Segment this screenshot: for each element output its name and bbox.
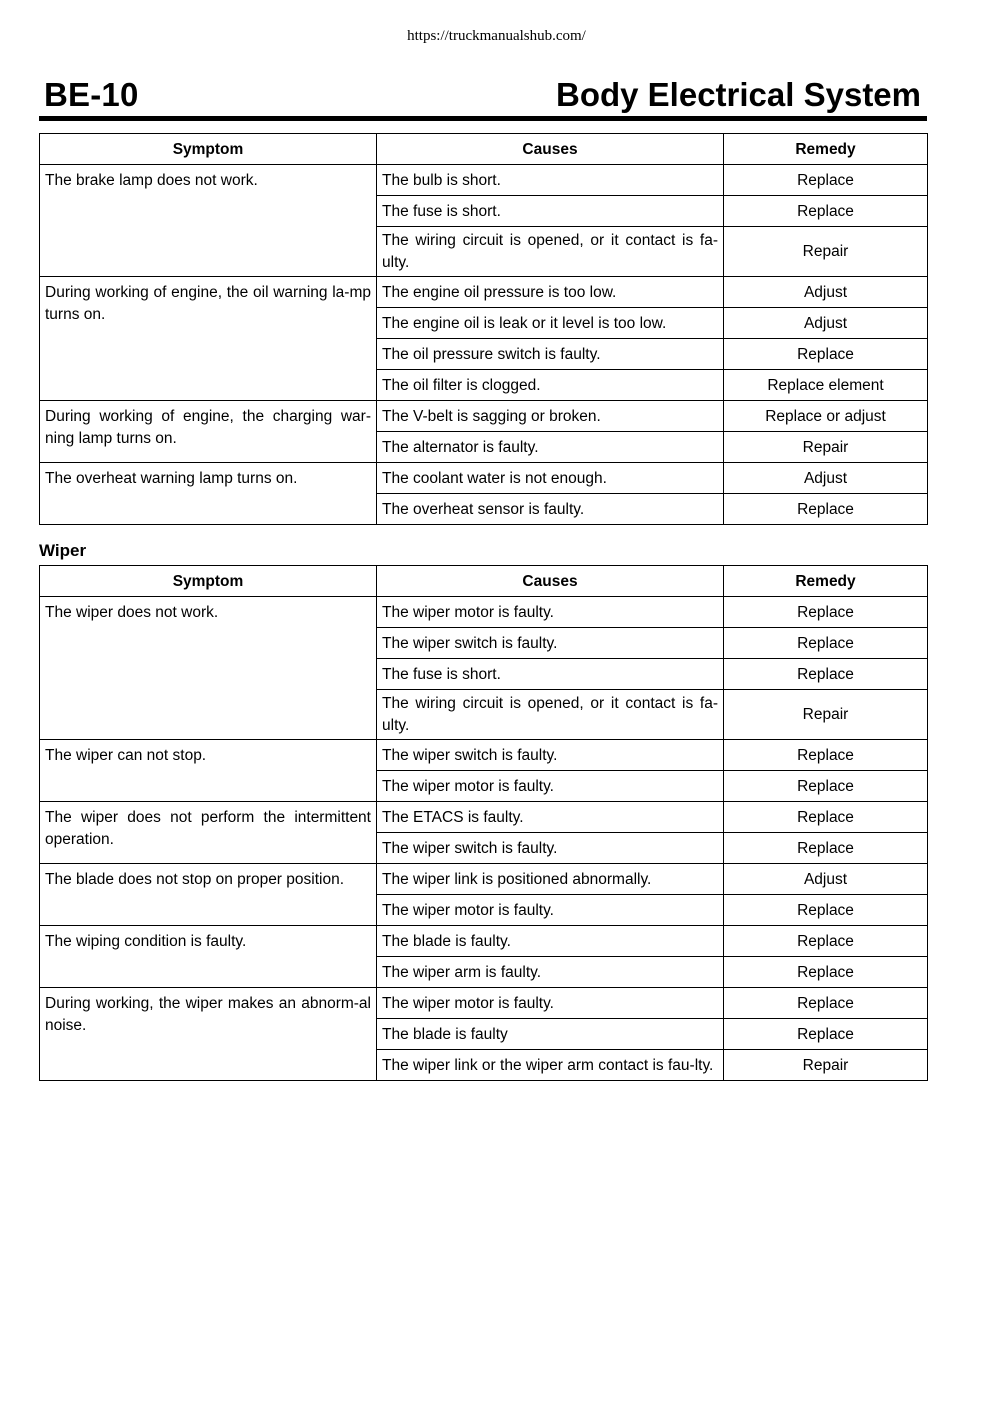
cause-cell: The wiper link or the wiper arm contact is fau-lty. (377, 1050, 724, 1081)
table-row (40, 401, 928, 432)
remedy-cell: Replace element (724, 370, 928, 401)
column-header-symptom: Symptom (40, 134, 377, 165)
remedy-cell: Replace (724, 740, 928, 771)
troubleshooting-table-lamps (39, 133, 928, 525)
remedy-cell: Replace (724, 165, 928, 196)
symptom-cell: The brake lamp does not work. (40, 165, 377, 277)
cause-cell: The wiper switch is faulty. (377, 833, 724, 864)
table-body (40, 597, 928, 1081)
remedy-cell: Replace (724, 926, 928, 957)
column-header-remedy: Remedy (724, 566, 928, 597)
symptom-cell: The overheat warning lamp turns on. (40, 463, 377, 525)
cause-cell: The wiper motor is faulty. (377, 988, 724, 1019)
remedy-cell: Replace (724, 988, 928, 1019)
remedy-cell: Replace (724, 802, 928, 833)
table-header-row (40, 134, 928, 165)
symptom-cell: The wiper does not work. (40, 597, 377, 740)
remedy-cell: Replace (724, 339, 928, 370)
remedy-cell: Adjust (724, 864, 928, 895)
cause-cell: The oil pressure switch is faulty. (377, 339, 724, 370)
cause-cell: The blade is faulty (377, 1019, 724, 1050)
column-header-causes: Causes (377, 566, 724, 597)
table-row (40, 165, 928, 196)
page-code: BE-10 (44, 76, 139, 113)
table-row (40, 926, 928, 957)
remedy-cell: Replace (724, 771, 928, 802)
remedy-cell: Replace (724, 196, 928, 227)
column-header-remedy: Remedy (724, 134, 928, 165)
symptom-cell: The wiper can not stop. (40, 740, 377, 802)
cause-cell: The engine oil is leak or it level is too low. (377, 308, 724, 339)
remedy-cell: Replace (724, 659, 928, 690)
table-row (40, 740, 928, 771)
page-title: Body Electrical System (556, 76, 921, 113)
cause-cell: The wiper motor is faulty. (377, 895, 724, 926)
remedy-cell: Repair (724, 432, 928, 463)
header-rule (39, 116, 927, 121)
table-row (40, 277, 928, 308)
cause-cell: The wiring circuit is opened, or it contact is fa-ulty. (377, 690, 724, 740)
remedy-cell: Replace (724, 597, 928, 628)
cause-cell: The oil filter is clogged. (377, 370, 724, 401)
table-row (40, 802, 928, 833)
remedy-cell: Adjust (724, 277, 928, 308)
symptom-cell: The wiping condition is faulty. (40, 926, 377, 988)
remedy-cell: Replace (724, 895, 928, 926)
remedy-cell: Replace or adjust (724, 401, 928, 432)
remedy-cell: Repair (724, 1050, 928, 1081)
cause-cell: The ETACS is faulty. (377, 802, 724, 833)
cause-cell: The fuse is short. (377, 196, 724, 227)
symptom-cell: During working of engine, the oil warning la-mp turns on. (40, 277, 377, 401)
remedy-cell: Replace (724, 494, 928, 525)
remedy-cell: Adjust (724, 308, 928, 339)
section-heading-wiper: Wiper (39, 541, 87, 560)
column-header-causes: Causes (377, 134, 724, 165)
cause-cell: The wiper link is positioned abnormally. (377, 864, 724, 895)
cause-cell: The wiper arm is faulty. (377, 957, 724, 988)
cause-cell: The wiper motor is faulty. (377, 597, 724, 628)
symptom-cell: During working, the wiper makes an abnorm-al noise. (40, 988, 377, 1081)
cause-cell: The wiring circuit is opened, or it contact is fa-ulty. (377, 227, 724, 277)
symptom-cell: The blade does not stop on proper position. (40, 864, 377, 926)
symptom-cell: During working of engine, the charging war-ning lamp turns on. (40, 401, 377, 463)
cause-cell: The engine oil pressure is too low. (377, 277, 724, 308)
table-row (40, 463, 928, 494)
cause-cell: The fuse is short. (377, 659, 724, 690)
remedy-cell: Repair (724, 690, 928, 740)
remedy-cell: Adjust (724, 463, 928, 494)
cause-cell: The wiper motor is faulty. (377, 771, 724, 802)
table-body (40, 165, 928, 525)
table-row (40, 864, 928, 895)
remedy-cell: Replace (724, 628, 928, 659)
cause-cell: The wiper switch is faulty. (377, 740, 724, 771)
troubleshooting-table-wiper (39, 565, 928, 1081)
table-row (40, 988, 928, 1019)
cause-cell: The alternator is faulty. (377, 432, 724, 463)
table-header-row (40, 566, 928, 597)
cause-cell: The bulb is short. (377, 165, 724, 196)
remedy-cell: Replace (724, 957, 928, 988)
cause-cell: The wiper switch is faulty. (377, 628, 724, 659)
source-url: https://truckmanualshub.com/ (407, 28, 586, 44)
cause-cell: The overheat sensor is faulty. (377, 494, 724, 525)
remedy-cell: Replace (724, 833, 928, 864)
remedy-cell: Replace (724, 1019, 928, 1050)
table-row (40, 597, 928, 628)
cause-cell: The coolant water is not enough. (377, 463, 724, 494)
cause-cell: The blade is faulty. (377, 926, 724, 957)
remedy-cell: Repair (724, 227, 928, 277)
column-header-symptom: Symptom (40, 566, 377, 597)
symptom-cell: The wiper does not perform the intermittent operation. (40, 802, 377, 864)
cause-cell: The V-belt is sagging or broken. (377, 401, 724, 432)
